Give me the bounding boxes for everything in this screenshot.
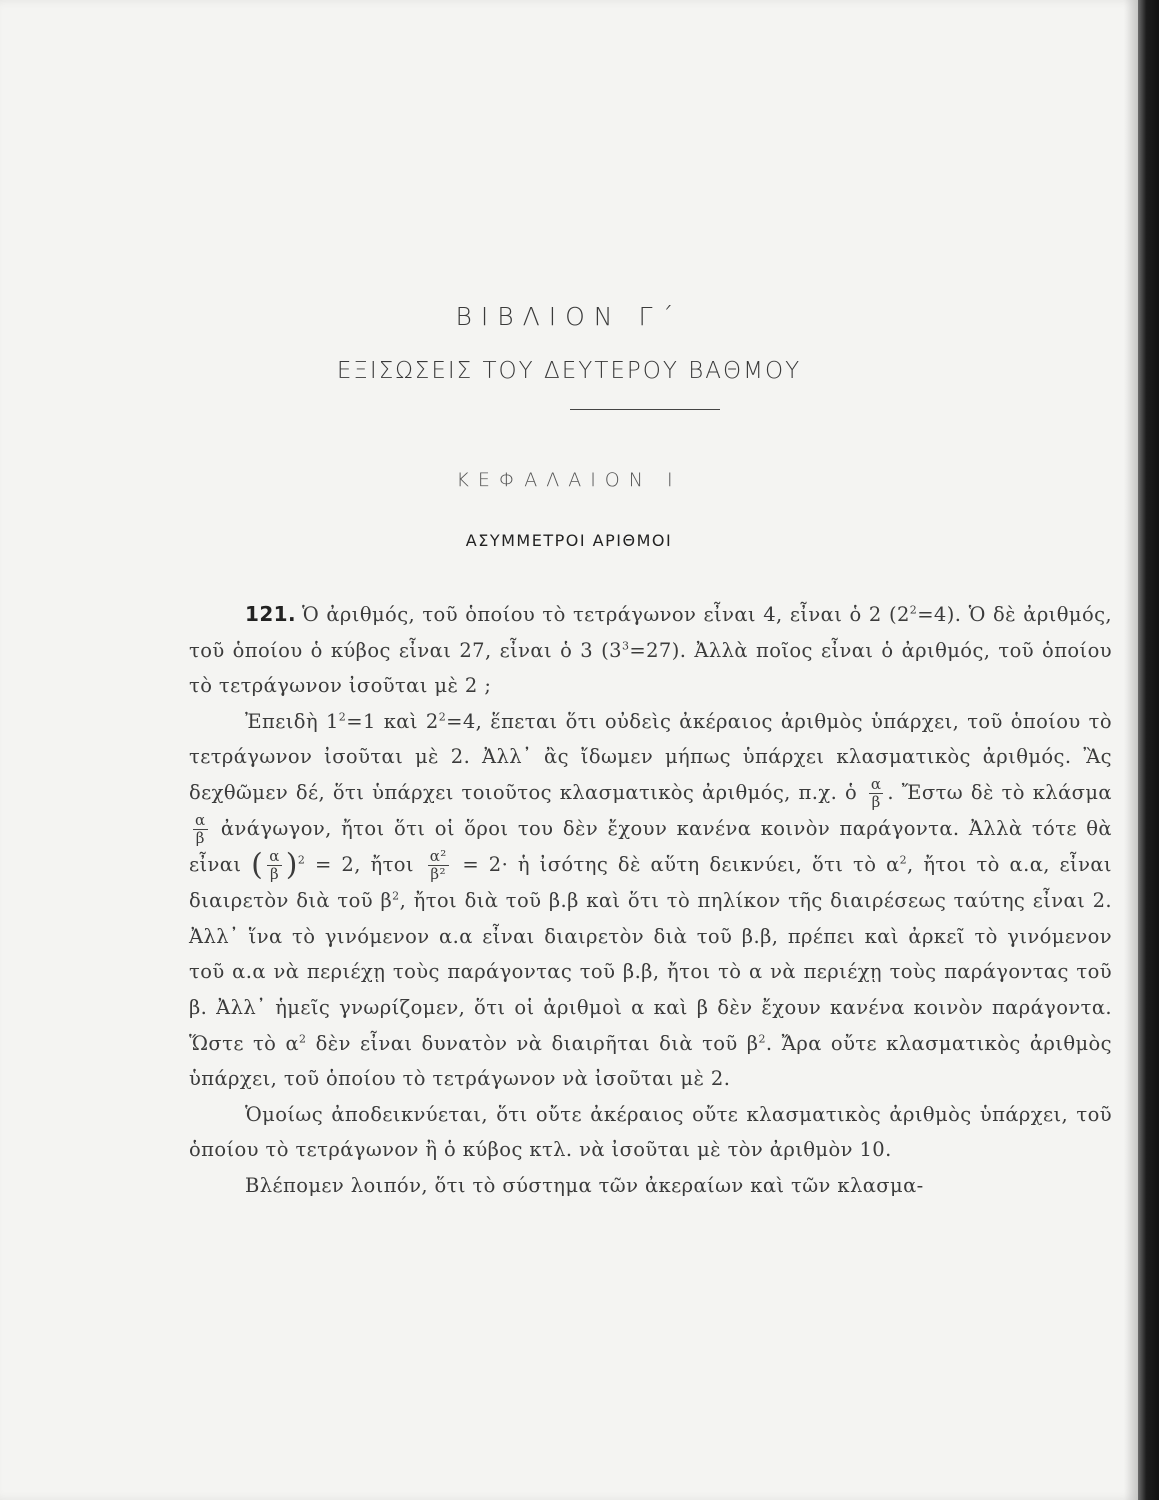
fraction-a-over-b [193, 812, 208, 847]
paragraph-4: Βλέπομεν λοιπόν, ὅτι τὸ σύστημα τῶν ἀκεραίων καὶ τῶν κλασμα- [245, 1174, 924, 1198]
body-text [189, 597, 1112, 1204]
fraction-a-over-b [267, 848, 282, 883]
exponent: 2 [297, 853, 306, 867]
p1-text-3: =27). Ἀλλὰ ποῖος εἶναι ὁ ἀριθμός, τοῦ ὁποίου τὸ τετράγωνον ἰσοῦται μὲ 2 ; [189, 638, 1112, 698]
p2-text-10: δὲν εἶναι δυνατὸν νὰ διαιρῆται διὰ τοῦ β [306, 1031, 759, 1055]
exponent: 2 [438, 710, 447, 724]
book-edge [1138, 0, 1159, 1500]
p1-text-1: Ὁ ἀριθμός, τοῦ ὁποίου τὸ τετράγωνον εἶναι 4, εἶναι ὁ 2 (2 [301, 603, 910, 626]
exponent: 2 [758, 1032, 766, 1046]
exponent: 3 [621, 639, 630, 653]
paragraph-3: Ὁμοίως ἀποδεικνύεται, ὅτι οὔτε ἀκέραιος οὔτε κλασματικὸς ἀριθμὸς ὑπάρχει, τοῦ ὁποίου τὸ τετράγωνον ἢ ὁ κύβος κτλ. νὰ ἰσοῦται μὲ τὸν ἀριθμὸν 10. [189, 1102, 1112, 1162]
numerator: α [195, 810, 206, 829]
page-shadow [1124, 0, 1138, 1500]
denominator: β² [430, 864, 446, 883]
p1-text-2: =4). Ὁ δὲ ἀριθμός, τοῦ ὁποίου ὁ κύβος εἶναι 27, εἶναι ὁ 3 (3 [189, 603, 1113, 662]
numerator: α [269, 846, 280, 865]
topic-heading: ΕΞΙΣΩΣΕΙΣ ΤΟΥ ΔΕΥΤΕΡΟΥ ΒΑΘΜΟΥ [336, 358, 802, 384]
paragraph-2 [189, 704, 1112, 1097]
numerator: α [870, 774, 882, 793]
p2-text-11: . Ἄρα οὔτε κλασματικὸς ἀριθμὸς ὑπάρχει, τοῦ ὁποίου τὸ τετράγωνον νὰ ἰσοῦται μὲ 2. [189, 1031, 1113, 1091]
denominator: β [269, 864, 280, 883]
right-paren: ) [285, 847, 298, 883]
p2-text-3: =4, ἕπεται ὅτι οὐδεὶς ἀκέραιος ἀριθμὸς ὑπάρχει, τοῦ ὁποίου τὸ τετράγωνον ἰσοῦται μὲ 2. Ἀλλ᾿ ἂς ἴδωμεν μήπως ὑπάρχει κλασματικὸς ἀριθμός. Ἂς δεχθῶμεν δέ, ὅτι ὑπάρχει τοιοῦτος κλασματικὸς ἀριθμός, π.χ. ὁ [189, 709, 1112, 804]
exponent: 2 [899, 853, 908, 867]
exponent: 2 [909, 603, 918, 617]
denominator: β [195, 828, 205, 847]
p2-text-1: Ἐπειδὴ 1 [245, 709, 339, 733]
numerator: α² [429, 846, 447, 865]
exponent: 2 [299, 1032, 307, 1046]
p2-text-7: = 2· ἡ ἰσότης δὲ αὕτη δεικνύει, ὅτι τὸ α [462, 852, 900, 876]
fraction-a2-over-b2 [428, 848, 449, 883]
p2-text-8: , ἤτοι τὸ α.α, εἶναι διαιρετὸν διὰ τοῦ β [189, 852, 1112, 913]
heading-divider [570, 409, 720, 410]
book-heading: ΒΙΒΛΙΟΝ Γ΄ [455, 302, 683, 331]
p2-text-9: , ἤτοι διὰ τοῦ β.β καὶ ὅτι τὸ πηλίκον τῆς διαιρέσεως ταύτης εἶναι 2. Ἀλλ᾿ ἵνα τὸ γινόμενον α.α εἶναι διαιρετὸν διὰ τοῦ β.β, πρέπει καὶ ἀρκεῖ τὸ γινόμενον τοῦ α.α νὰ περιέχῃ τοὺς παράγοντας τοῦ β.β, ἤτοι τὸ α νὰ περιέχῃ τοὺς παράγοντας τοῦ β. Ἀλλ᾿ ἡμεῖς γνωρίζομεν, ὅτι οἱ ἀριθμοὶ α καὶ β δὲν ἔχουν κανένα κοινὸν παράγοντα. Ὥστε τὸ α [189, 889, 1112, 1055]
paragraph-1 [189, 597, 1112, 704]
fraction-a-over-b [869, 776, 884, 811]
denominator: β [871, 792, 881, 811]
section-heading: ΑΣΥΜΜΕΤΡΟΙ ΑΡΙΘΜΟΙ [465, 531, 673, 550]
exponent: 2 [338, 710, 347, 724]
p2-text-2: =1 καὶ 2 [346, 709, 439, 733]
exponent: 2 [392, 889, 400, 903]
left-paren: ( [251, 847, 264, 883]
p2-text-5: ἀνάγωγον, ἤτοι ὅτι οἱ ὅροι του δὲν ἔχουν κανένα κοινὸν παράγοντα. Ἀλλὰ τότε θὰ εἶναι [189, 816, 1112, 876]
p2-text-4: . Ἔστω δὲ τὸ κλάσμα [887, 780, 1112, 804]
chapter-heading: ΚΕΦΑΛΑΙΟΝ Ι [456, 469, 682, 491]
article-number: 121. [245, 602, 296, 626]
p2-text-6: = 2, ἤτοι [314, 852, 414, 876]
